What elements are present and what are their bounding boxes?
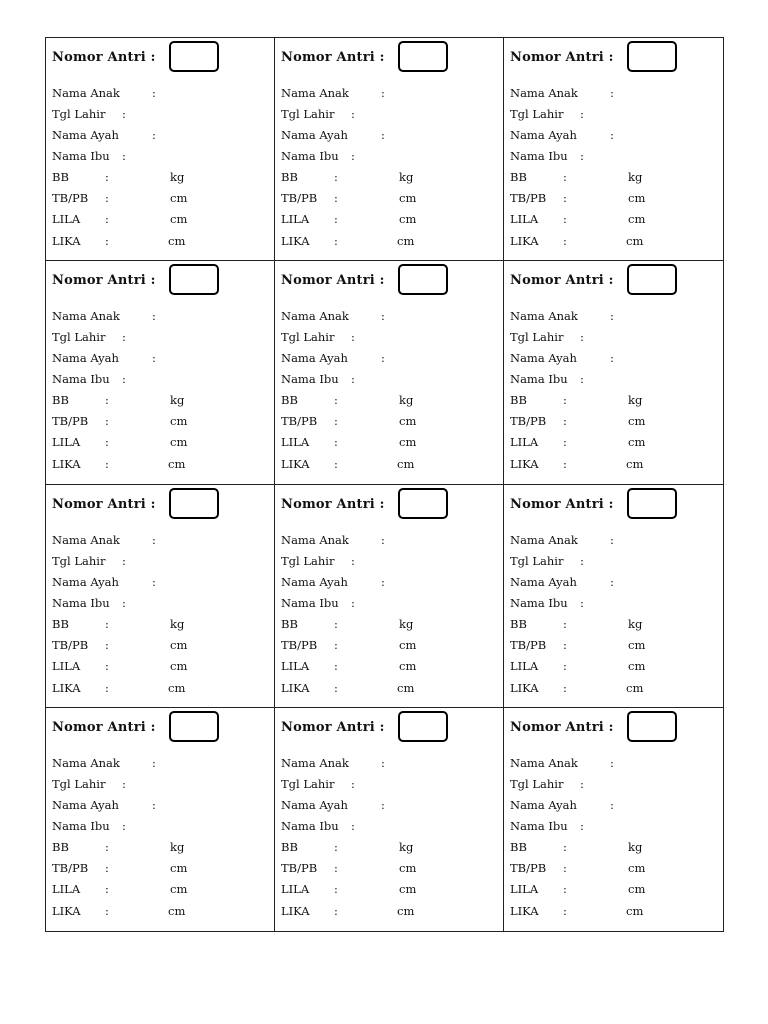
field-colon: :: [563, 637, 567, 652]
field-colon: :: [334, 860, 338, 875]
field-label: TB/PB: [52, 414, 89, 429]
field-colon: :: [334, 680, 338, 695]
field-label: LILA: [52, 881, 81, 896]
field-colon: :: [105, 457, 109, 472]
field-colon: :: [334, 903, 338, 918]
field-unit: cm: [397, 903, 415, 918]
field-colon: :: [610, 755, 614, 770]
field-label: LIKA: [281, 457, 310, 472]
field-colon: :: [105, 680, 109, 695]
queue-card: [46, 261, 275, 484]
field-label: Nama Anak: [52, 532, 120, 547]
queue-card: [504, 261, 723, 484]
field-unit: cm: [397, 457, 415, 472]
field-colon: :: [563, 903, 567, 918]
field-unit: cm: [628, 191, 646, 205]
field-unit: kg: [399, 616, 414, 631]
field-label: Tgl Lahir: [52, 330, 106, 345]
queue-card: [46, 38, 275, 261]
field-unit: cm: [170, 860, 188, 875]
field-unit: cm: [628, 637, 646, 652]
field-unit: cm: [626, 457, 644, 472]
field-colon: :: [122, 330, 126, 345]
field-label: BB: [52, 616, 69, 631]
field-colon: :: [122, 595, 126, 610]
field-colon: :: [152, 128, 156, 142]
queue-number-box[interactable]: [398, 711, 448, 742]
field-label: LILA: [281, 881, 310, 896]
field-label: Nama Ayah: [510, 351, 577, 366]
field-colon: :: [580, 595, 584, 610]
field-unit: cm: [626, 903, 644, 918]
field-unit: cm: [399, 881, 417, 896]
field-label: Tgl Lahir: [52, 107, 106, 121]
field-unit: cm: [628, 435, 646, 450]
queue-number-box[interactable]: [169, 488, 219, 519]
field-colon: :: [334, 637, 338, 652]
field-label: Tgl Lahir: [281, 776, 335, 791]
field-colon: :: [580, 330, 584, 345]
field-label: Nama Ibu: [281, 372, 339, 387]
field-unit: cm: [628, 881, 646, 896]
field-label: LILA: [510, 212, 539, 226]
field-colon: :: [334, 170, 338, 184]
field-label: LIKA: [52, 457, 81, 472]
field-label: Nama Anak: [281, 532, 349, 547]
field-label: Nama Ayah: [281, 351, 348, 366]
field-label: TB/PB: [52, 860, 89, 875]
field-label: TB/PB: [281, 637, 318, 652]
field-colon: :: [105, 393, 109, 408]
field-colon: :: [563, 170, 567, 184]
field-label: BB: [281, 170, 298, 184]
queue-number-label: Nomor Antri :: [281, 50, 385, 65]
field-label: LILA: [281, 658, 310, 673]
field-colon: :: [381, 797, 385, 812]
field-label: Nama Ayah: [52, 797, 119, 812]
field-unit: cm: [168, 680, 186, 695]
queue-number-label: Nomor Antri :: [52, 50, 156, 65]
field-label: BB: [510, 616, 527, 631]
field-colon: :: [105, 658, 109, 673]
field-label: Nama Anak: [510, 86, 578, 100]
field-colon: :: [105, 860, 109, 875]
field-unit: cm: [628, 658, 646, 673]
field-colon: :: [580, 107, 584, 121]
field-label: LIKA: [510, 234, 539, 248]
field-label: Nama Ibu: [510, 149, 568, 163]
field-label: Nama Ayah: [52, 351, 119, 366]
field-label: TB/PB: [510, 637, 547, 652]
field-colon: :: [122, 776, 126, 791]
field-label: LIKA: [281, 903, 310, 918]
field-unit: cm: [399, 435, 417, 450]
field-colon: :: [334, 414, 338, 429]
field-label: LIKA: [52, 680, 81, 695]
field-colon: :: [563, 658, 567, 673]
field-colon: :: [351, 553, 355, 568]
queue-number-box[interactable]: [627, 488, 677, 519]
queue-card: [46, 708, 275, 931]
field-label: LILA: [510, 435, 539, 450]
field-label: Nama Ayah: [281, 797, 348, 812]
field-unit: kg: [628, 170, 643, 184]
field-label: BB: [52, 393, 69, 408]
field-unit: kg: [628, 839, 643, 854]
field-colon: :: [105, 414, 109, 429]
field-label: Nama Ayah: [52, 574, 119, 589]
field-unit: kg: [170, 839, 185, 854]
field-colon: :: [152, 755, 156, 770]
field-colon: :: [334, 435, 338, 450]
queue-number-label: Nomor Antri :: [281, 273, 385, 289]
field-unit: cm: [399, 212, 417, 226]
queue-number-box[interactable]: [169, 264, 219, 295]
field-colon: :: [334, 393, 338, 408]
field-label: LIKA: [510, 903, 539, 918]
field-label: Nama Anak: [281, 755, 349, 770]
field-colon: :: [105, 839, 109, 854]
field-unit: kg: [628, 393, 643, 408]
field-unit: cm: [170, 191, 188, 205]
field-colon: :: [381, 128, 385, 142]
field-unit: cm: [399, 860, 417, 875]
field-label: Nama Anak: [281, 86, 349, 100]
field-colon: :: [610, 128, 614, 142]
field-colon: :: [563, 212, 567, 226]
queue-number-label: Nomor Antri :: [510, 496, 614, 512]
field-label: BB: [281, 839, 298, 854]
field-label: LILA: [52, 212, 81, 226]
queue-card-sheet: [45, 37, 724, 932]
field-colon: :: [334, 457, 338, 472]
field-unit: cm: [168, 903, 186, 918]
field-label: TB/PB: [281, 860, 318, 875]
field-colon: :: [381, 86, 385, 100]
field-colon: :: [610, 574, 614, 589]
field-unit: kg: [628, 616, 643, 631]
field-label: Tgl Lahir: [510, 776, 564, 791]
field-label: Nama Ibu: [52, 595, 110, 610]
field-label: LIKA: [52, 903, 81, 918]
field-colon: :: [381, 351, 385, 366]
queue-number-label: Nomor Antri :: [510, 719, 614, 735]
field-unit: cm: [397, 680, 415, 695]
field-colon: :: [105, 881, 109, 896]
field-label: Tgl Lahir: [52, 553, 106, 568]
field-label: Nama Ayah: [510, 128, 577, 142]
field-label: TB/PB: [52, 637, 89, 652]
field-label: Nama Anak: [281, 309, 349, 324]
field-colon: :: [334, 234, 338, 248]
field-colon: :: [563, 393, 567, 408]
field-label: LIKA: [510, 680, 539, 695]
field-label: LIKA: [281, 234, 310, 248]
queue-card: [504, 708, 723, 931]
field-label: LILA: [281, 435, 310, 450]
field-label: LILA: [52, 658, 81, 673]
field-label: BB: [52, 170, 69, 184]
field-colon: :: [563, 881, 567, 896]
field-colon: :: [105, 170, 109, 184]
field-colon: :: [122, 553, 126, 568]
queue-number-box[interactable]: [627, 264, 677, 295]
field-colon: :: [105, 191, 109, 205]
field-unit: cm: [168, 234, 186, 248]
field-label: Nama Anak: [510, 755, 578, 770]
field-unit: cm: [170, 212, 188, 226]
field-unit: cm: [626, 234, 644, 248]
field-colon: :: [105, 637, 109, 652]
field-unit: kg: [399, 393, 414, 408]
field-label: Nama Anak: [510, 532, 578, 547]
field-label: Nama Anak: [52, 86, 120, 100]
field-colon: :: [105, 435, 109, 450]
field-colon: :: [563, 234, 567, 248]
queue-number-label: Nomor Antri :: [52, 719, 156, 735]
field-label: Nama Ibu: [281, 149, 339, 163]
field-colon: :: [122, 107, 126, 121]
field-colon: :: [563, 860, 567, 875]
field-colon: :: [334, 191, 338, 205]
field-label: BB: [510, 170, 527, 184]
field-unit: cm: [397, 234, 415, 248]
queue-number-box[interactable]: [398, 41, 448, 72]
field-colon: :: [563, 680, 567, 695]
field-colon: :: [610, 532, 614, 547]
field-colon: :: [580, 149, 584, 163]
field-colon: :: [334, 881, 338, 896]
field-label: Nama Ibu: [510, 818, 568, 833]
field-colon: :: [152, 86, 156, 100]
field-colon: :: [580, 372, 584, 387]
field-colon: :: [152, 309, 156, 324]
field-colon: :: [351, 595, 355, 610]
field-colon: :: [152, 797, 156, 812]
field-colon: :: [381, 574, 385, 589]
queue-number-box[interactable]: [627, 41, 677, 72]
queue-number-label: Nomor Antri :: [281, 496, 385, 512]
field-unit: kg: [399, 170, 414, 184]
field-label: Tgl Lahir: [510, 553, 564, 568]
queue-number-box[interactable]: [398, 488, 448, 519]
queue-number-box[interactable]: [169, 41, 219, 72]
queue-number-box[interactable]: [398, 264, 448, 295]
field-colon: :: [563, 616, 567, 631]
field-label: Nama Ibu: [510, 372, 568, 387]
field-colon: :: [381, 532, 385, 547]
field-unit: cm: [628, 212, 646, 226]
field-colon: :: [122, 372, 126, 387]
field-unit: kg: [170, 616, 185, 631]
field-colon: :: [351, 776, 355, 791]
field-unit: cm: [628, 414, 646, 429]
field-colon: :: [351, 107, 355, 121]
field-colon: :: [351, 372, 355, 387]
field-label: Nama Ayah: [510, 797, 577, 812]
field-label: LIKA: [52, 234, 81, 248]
queue-card: [275, 485, 504, 708]
field-colon: :: [351, 330, 355, 345]
field-colon: :: [580, 776, 584, 791]
field-label: TB/PB: [52, 191, 89, 205]
field-label: Tgl Lahir: [281, 553, 335, 568]
queue-number-box[interactable]: [627, 711, 677, 742]
field-unit: cm: [170, 881, 188, 896]
field-label: LIKA: [281, 680, 310, 695]
field-label: Nama Ibu: [281, 595, 339, 610]
field-colon: :: [105, 616, 109, 631]
field-label: Nama Ibu: [281, 818, 339, 833]
field-unit: cm: [399, 414, 417, 429]
field-label: LILA: [510, 881, 539, 896]
field-label: Nama Ayah: [281, 128, 348, 142]
field-label: BB: [52, 839, 69, 854]
field-colon: :: [580, 553, 584, 568]
queue-card: [504, 485, 723, 708]
field-colon: :: [381, 755, 385, 770]
field-label: Tgl Lahir: [281, 330, 335, 345]
field-colon: :: [105, 234, 109, 248]
field-colon: :: [563, 457, 567, 472]
field-colon: :: [122, 818, 126, 833]
field-colon: :: [334, 616, 338, 631]
field-colon: :: [105, 903, 109, 918]
field-label: TB/PB: [510, 191, 547, 205]
field-colon: :: [563, 191, 567, 205]
field-label: TB/PB: [510, 860, 547, 875]
field-unit: kg: [170, 170, 185, 184]
field-label: Tgl Lahir: [52, 776, 106, 791]
field-label: BB: [281, 616, 298, 631]
field-unit: cm: [170, 637, 188, 652]
field-label: Tgl Lahir: [281, 107, 335, 121]
field-colon: :: [381, 309, 385, 324]
field-label: TB/PB: [281, 414, 318, 429]
queue-card: [46, 485, 275, 708]
field-unit: cm: [170, 414, 188, 429]
field-colon: :: [610, 309, 614, 324]
queue-number-label: Nomor Antri :: [52, 496, 156, 512]
field-unit: cm: [399, 191, 417, 205]
field-colon: :: [351, 818, 355, 833]
field-colon: :: [610, 797, 614, 812]
field-colon: :: [563, 839, 567, 854]
field-label: BB: [510, 839, 527, 854]
field-colon: :: [334, 839, 338, 854]
field-unit: cm: [170, 435, 188, 450]
field-colon: :: [610, 351, 614, 366]
field-colon: :: [563, 435, 567, 450]
field-label: Nama Ayah: [510, 574, 577, 589]
field-label: Nama Anak: [510, 309, 578, 324]
field-unit: cm: [399, 658, 417, 673]
field-colon: :: [152, 532, 156, 547]
field-label: Nama Ayah: [52, 128, 119, 142]
queue-card: [275, 38, 504, 261]
field-label: BB: [281, 393, 298, 408]
field-colon: :: [334, 212, 338, 226]
field-colon: :: [152, 574, 156, 589]
field-label: LIKA: [510, 457, 539, 472]
queue-number-label: Nomor Antri :: [281, 719, 385, 735]
queue-number-box[interactable]: [169, 711, 219, 742]
field-unit: cm: [170, 658, 188, 673]
field-label: Nama Anak: [52, 309, 120, 324]
queue-card: [275, 708, 504, 931]
field-label: LILA: [510, 658, 539, 673]
field-unit: kg: [170, 393, 185, 408]
queue-card: [504, 38, 723, 261]
field-unit: cm: [168, 457, 186, 472]
queue-number-label: Nomor Antri :: [510, 50, 614, 65]
field-label: Tgl Lahir: [510, 330, 564, 345]
field-colon: :: [334, 658, 338, 673]
field-colon: :: [580, 818, 584, 833]
field-label: Nama Ibu: [52, 818, 110, 833]
field-label: TB/PB: [510, 414, 547, 429]
field-label: LILA: [281, 212, 310, 226]
field-colon: :: [105, 212, 109, 226]
queue-number-label: Nomor Antri :: [510, 273, 614, 289]
field-colon: :: [351, 149, 355, 163]
field-colon: :: [122, 149, 126, 163]
field-unit: cm: [628, 860, 646, 875]
field-label: Nama Anak: [52, 755, 120, 770]
field-label: Nama Ayah: [281, 574, 348, 589]
queue-number-label: Nomor Antri :: [52, 273, 156, 289]
field-colon: :: [610, 86, 614, 100]
field-label: BB: [510, 393, 527, 408]
field-unit: cm: [399, 637, 417, 652]
field-label: LILA: [52, 435, 81, 450]
field-colon: :: [152, 351, 156, 366]
field-label: Nama Ibu: [52, 372, 110, 387]
field-label: Tgl Lahir: [510, 107, 564, 121]
field-label: TB/PB: [281, 191, 318, 205]
field-colon: :: [563, 414, 567, 429]
field-label: Nama Ibu: [510, 595, 568, 610]
queue-card: [275, 261, 504, 484]
field-label: Nama Ibu: [52, 149, 110, 163]
field-unit: cm: [626, 680, 644, 695]
field-unit: kg: [399, 839, 414, 854]
